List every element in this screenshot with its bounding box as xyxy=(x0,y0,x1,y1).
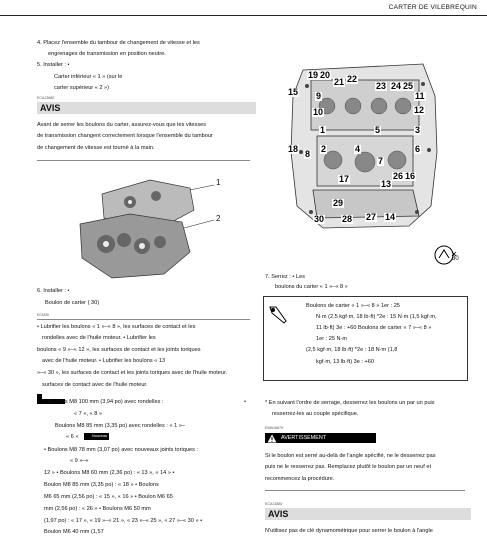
warning-triangle-icon xyxy=(267,434,277,443)
header-rule xyxy=(0,15,487,16)
bolt-number-label: 9 xyxy=(316,91,322,101)
step5-title: 5. Installer : • xyxy=(37,62,70,68)
figure-label-1: 1 xyxy=(216,178,221,187)
avis1-heading: AVIS xyxy=(37,102,256,114)
bolt-number-label: 26 xyxy=(393,171,404,181)
avis1-divider xyxy=(37,160,250,161)
bolt-number-label: 29 xyxy=(333,198,344,208)
bolt-number-label: 14 xyxy=(385,212,396,222)
new-part-badge: Nouveau xyxy=(92,434,108,438)
bolt-number-label: 4 xyxy=(355,144,361,154)
step7-line1: 7. Serrez : • Les xyxy=(265,274,305,280)
bolt-number-label: 1 xyxy=(320,125,326,135)
avis2-code: ECA13880 xyxy=(265,502,283,506)
bolt-line3: Boulons M8 85 mm (3,35 po) avec rondelles : « 1 »– xyxy=(55,423,185,429)
lube-line3: boulons « 9 »–« 12 », les surfaces de contact et les joints toriques xyxy=(37,347,201,353)
crankcase-assembly-figure xyxy=(72,166,222,284)
step4-line2: engrenages de transmission en position neutre. xyxy=(48,51,166,57)
wrench-icon xyxy=(266,303,290,327)
bolt-line1: • Boulons M8 100 mm (3,94 po) avec rondelles : xyxy=(44,399,164,405)
bolt-number-label: 5 xyxy=(375,125,381,135)
bolt-number-label: 6 xyxy=(415,144,421,154)
lube-line4: avec de l'huile moteur. • Lubrifier les boulons « 13 xyxy=(42,358,166,364)
step6-line1: Boulon de carter ( 30) xyxy=(45,300,100,306)
step5-line2: carter supérieur « 2 ») xyxy=(54,85,110,91)
warning-line2: puis ne le resserrez pas. Remplacez plutôt le boulon par un neuf et xyxy=(265,464,432,470)
lube-line1: • Lubrifier les boulons « 1 »–« 8 », les surfaces de contact et les xyxy=(37,324,196,330)
bolt-number-label: 2 xyxy=(321,144,327,154)
bolt-number-label: 18 xyxy=(288,144,299,154)
warning-divider xyxy=(265,490,465,491)
step6-code: ECM30 xyxy=(37,313,49,317)
bolt-number-label: 8 xyxy=(305,149,311,159)
bolt-number-label: 22 xyxy=(347,74,358,84)
bolt-line12: Boulon M6 40 mm (1,57 xyxy=(44,529,104,535)
bolt-number-label: 11 xyxy=(415,91,425,101)
step7-line2: boulons du carter « 1 »–« 8 » xyxy=(275,284,348,290)
bolt-line11: (1,97 po) : « 17 », « 19 »–« 21 », « 23 »–« 25 », « 27 »–« 30 » • xyxy=(44,518,203,524)
spec-line1: Boulons de carter « 1 »–« 8 » 1er : 25 xyxy=(306,303,400,309)
warning-heading: AVERTISSEMENT xyxy=(265,433,376,443)
step5-line1: Carter inférieur « 1 » (sur le xyxy=(54,74,123,80)
bolt-line2: « 7 », « 8 » xyxy=(74,411,102,417)
avis1-line2: de transmission changent correctement lorsque l'ensemble du tambour xyxy=(37,133,213,139)
spec-line6: kgf·m, 13 lb·ft) 3e : +60 xyxy=(316,359,374,365)
page-header-title: CARTER DE VILEBREQUIN xyxy=(388,4,477,11)
note-line1: * En suivant l'ordre de serrage, desserrez les boulons un par un puis xyxy=(265,400,435,406)
spec-line2: N·m (2,5 kgf·m, 18 lb·ft) *2e : 15 N·m (1,5 kgf·m, xyxy=(316,314,437,320)
bolt-line4: « 6 » xyxy=(66,434,79,440)
spec-line5: (2,5 kgf·m, 18 lb·ft) *2e : 18 N·m (1,8 xyxy=(306,347,398,353)
bolt-number-label: 7 xyxy=(378,156,384,166)
lube-line6: surfaces de contact avec de l'huile moteur. xyxy=(42,382,148,388)
spec-line3: 11 lb·ft) 3e : +60 Boulons de carter « 7 »–« 8 » xyxy=(316,325,432,331)
avis1-line1: Avant de serrer les boulons du carter, assurez-vous que les vitesses xyxy=(37,122,207,128)
bolt-number-label: 16 xyxy=(405,171,416,181)
avis2-line1: N'utilisez pas de clé dynamométrique pour serrer le boulon à l'angle xyxy=(265,528,433,534)
bolt-line5: • Boulons M8 78 mm (3,07 po) avec nouveaux joints toriques : xyxy=(44,447,199,453)
bolt-number-label: 12 xyxy=(414,105,425,115)
bolt-number-label: 21 xyxy=(334,77,345,87)
bolt-number-label: 3 xyxy=(415,125,421,135)
bolt-number-label: 20 xyxy=(320,70,331,80)
bolt-line9: M6 65 mm (2,56 po) : « 15 », « 16 » • Boulon M6 65 xyxy=(44,494,173,500)
avis1-line3: de changement de vitesse est tourné à la main. xyxy=(37,145,155,151)
bolt-number-label: 27 xyxy=(366,212,377,222)
warning-code: EWA16670 xyxy=(265,426,284,430)
bolt-number-label: 30 xyxy=(314,214,325,224)
warning-line3: recommencez la procédure. xyxy=(265,476,335,482)
bolt-line10: mm (2,56 po) : « 26 » • Boulons M6 50 mm xyxy=(44,506,151,512)
spec-line4: 1er : 25 N·m xyxy=(316,336,348,342)
bolt-number-label: 10 xyxy=(313,107,324,117)
note-line2: resserrez-les au couple spécifique. xyxy=(272,411,359,417)
torque-wrench-icon xyxy=(434,244,464,266)
bolt-line8: Boulon M8 85 mm (3,35 po) : « 18 » • Boulons xyxy=(44,482,159,488)
step6-divider xyxy=(37,319,250,320)
step4-line1: 4. Placez l'ensemble du tambour de changement de vitesse et les xyxy=(37,40,200,46)
bolt-number-label: 19 xyxy=(308,70,319,80)
torque-value: 30 xyxy=(452,256,459,262)
bolt-number-label: 25 xyxy=(403,81,414,91)
bolt-number-label: 28 xyxy=(342,214,353,224)
warning-line1: Si le boulon est serré au-delà de l'angle spécifié, ne le desserrez pas xyxy=(265,453,436,459)
bolt-number-label: 17 xyxy=(339,174,350,184)
step6-title: 6. Installer : • xyxy=(37,288,70,294)
avis2-heading: AVIS xyxy=(265,508,471,520)
lube-line5: »–« 30 », les surfaces de contact et les joints toriques avec de l'huile moteur. xyxy=(37,370,228,376)
avis1-code: ECA13880 xyxy=(37,96,55,100)
bolt-number-label: 15 xyxy=(288,87,299,97)
bolt-line1-bullet: • xyxy=(244,399,246,405)
bolt-line6: « 9 »–« xyxy=(70,458,89,464)
figure-label-2: 2 xyxy=(216,214,221,223)
bolt-number-label: 24 xyxy=(391,81,402,91)
bolt-number-label: 13 xyxy=(381,179,392,189)
bolt-number-label: 23 xyxy=(376,81,387,91)
bolt-line7: 12 » • Boulons M8 60 mm (2,36 po) : « 13 », « 14 » • xyxy=(44,470,175,476)
lube-line2: rondelles avec de l'huile moteur. • Lubrifier les xyxy=(42,335,156,341)
